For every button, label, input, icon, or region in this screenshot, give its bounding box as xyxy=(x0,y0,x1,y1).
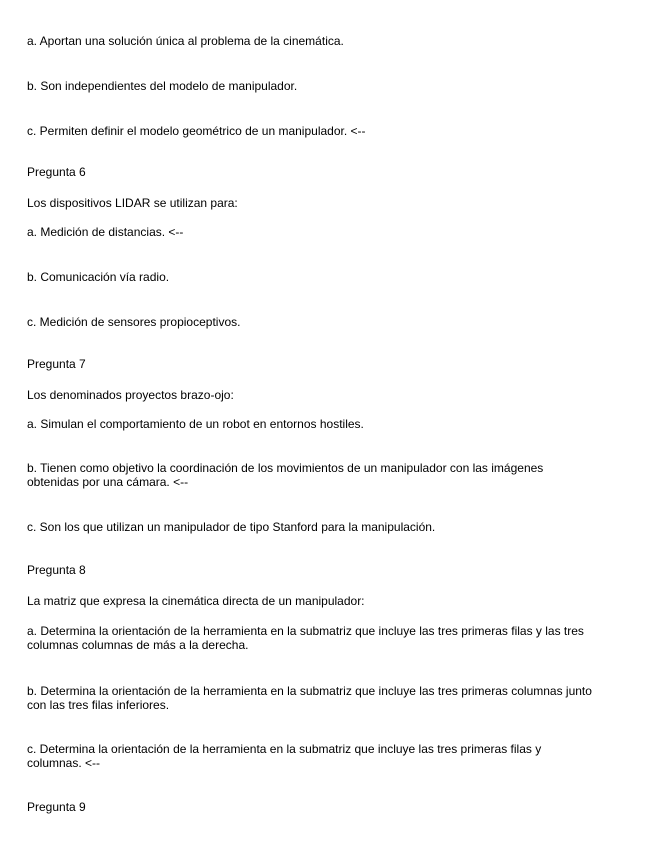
q7-option-a: a. Simulan el comportamiento de un robot en entornos hostiles. xyxy=(27,417,364,431)
q7-option-b: b. Tienen como objetivo la coordinación de los movimientos de un manipulador con las imágenes obtenidas por una cámara. <-- xyxy=(27,461,544,489)
q8-title: Pregunta 8 xyxy=(27,563,86,577)
q6-option-a: a. Medición de distancias. <-- xyxy=(27,225,184,239)
q5-option-b: b. Son independientes del modelo de manipulador. xyxy=(27,79,298,93)
q7-option-c: c. Son los que utilizan un manipulador de tipo Stanford para la manipulación. xyxy=(27,520,436,534)
q7-title: Pregunta 7 xyxy=(27,357,86,371)
q5-option-a: a. Aportan una solución única al problema de la cinemática. xyxy=(27,34,344,48)
q6-option-c: c. Medición de sensores propioceptivos. xyxy=(27,315,241,329)
q6-title: Pregunta 6 xyxy=(27,165,86,179)
q8-prompt: La matriz que expresa la cinemática directa de un manipulador: xyxy=(27,594,365,608)
q8-option-b: b. Determina la orientación de la herramienta en la submatriz que incluye las tres primeras columnas junto con las tres filas inferiores. xyxy=(27,684,592,712)
q5-option-c: c. Permiten definir el modelo geométrico de un manipulador. <-- xyxy=(27,124,366,138)
q7-prompt: Los denominados proyectos brazo-ojo: xyxy=(27,388,234,402)
q6-option-b: b. Comunicación vía radio. xyxy=(27,270,170,284)
q9-title: Pregunta 9 xyxy=(27,800,86,814)
q8-option-a: a. Determina la orientación de la herramienta en la submatriz que incluye las tres primeras filas y las tres columnas columnas de más a la derecha. xyxy=(27,624,584,652)
q8-option-c: c. Determina la orientación de la herramienta en la submatriz que incluye las tres primeras filas y columnas. <-- xyxy=(27,742,542,770)
q6-prompt: Los dispositivos LIDAR se utilizan para: xyxy=(27,196,238,210)
